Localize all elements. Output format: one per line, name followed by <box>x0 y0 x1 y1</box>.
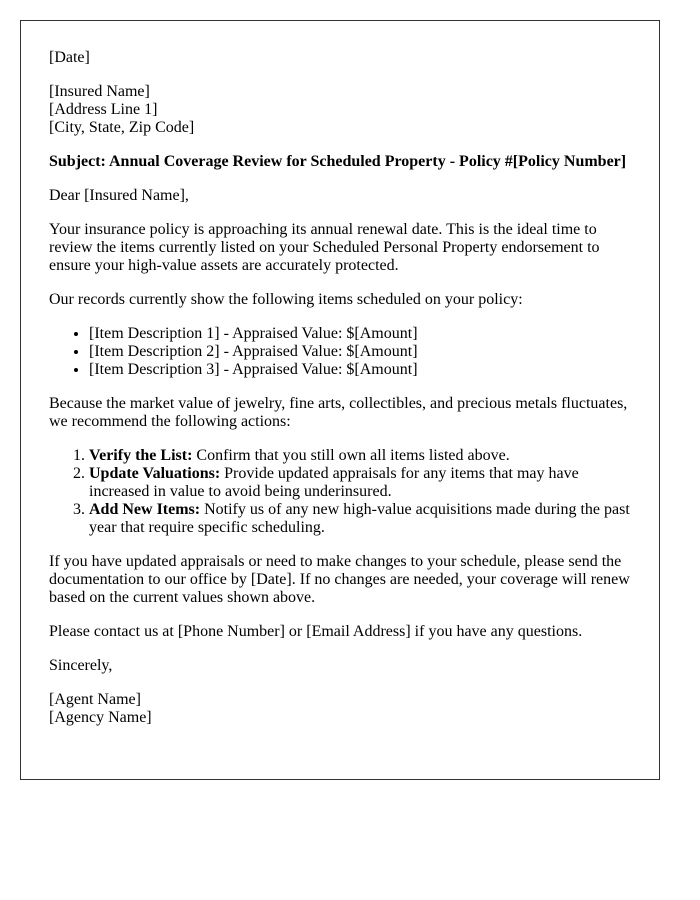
scheduled-item: • [Item Description 2] - Appraised Value: $[Amount] <box>89 343 631 361</box>
action-title: Update Valuations: <box>89 465 221 482</box>
action-item <box>89 447 631 465</box>
action-text: Provide updated appraisals for any items that may have increased in value to avoid being underinsured. <box>89 465 579 500</box>
recipient-address-block <box>49 83 631 137</box>
contact-paragraph: Please contact us at [Phone Number] or [Email Address] if you have any questions. <box>49 623 583 640</box>
intro-paragraph: Your insurance policy is approaching its annual renewal date. This is the ideal time to review the items currently listed on your Scheduled Personal Property endorsement to ensure your high-value assets are accurately protected. <box>49 221 600 274</box>
actions-list <box>49 447 631 537</box>
agency-name: [Agency Name] <box>49 709 152 726</box>
salutation: Dear [Insured Name], <box>49 187 189 204</box>
scheduled-item: • [Item Description 1] - Appraised Value: $[Amount] <box>89 325 631 343</box>
action-title: Add New Items: <box>89 501 201 518</box>
action-item <box>89 501 631 537</box>
scheduled-items-list <box>49 325 631 379</box>
closing: Sincerely, <box>49 657 113 674</box>
letter-date: [Date] <box>49 49 90 66</box>
action-text: Notify us of any new high-value acquisitions made during the past year that require specific scheduling. <box>89 501 630 536</box>
action-text: Confirm that you still own all items listed above. <box>192 447 510 464</box>
records-paragraph: Our records currently show the following items scheduled on your policy: <box>49 291 523 308</box>
scheduled-item: • [Item Description 3] - Appraised Value: $[Amount] <box>89 361 631 379</box>
recipient-name: [Insured Name] <box>49 83 150 100</box>
letter-document <box>20 20 660 780</box>
signature-block <box>49 691 631 727</box>
changes-paragraph: If you have updated appraisals or need to make changes to your schedule, please send the documentation to our office by [Date]. If no changes are needed, your coverage will renew based on the current values shown above. <box>49 553 630 606</box>
market-paragraph: Because the market value of jewelry, fine arts, collectibles, and precious metals fluctuates, we recommend the following actions: <box>49 395 628 430</box>
letter-subject: Subject: Annual Coverage Review for Scheduled Property - Policy #[Policy Number] <box>49 153 627 170</box>
action-title: Verify the List: <box>89 447 193 464</box>
recipient-city-state-zip: [City, State, Zip Code] <box>49 119 195 136</box>
recipient-address-line-1: [Address Line 1] <box>49 101 158 118</box>
agent-name: [Agent Name] <box>49 691 141 708</box>
action-item <box>89 465 631 501</box>
